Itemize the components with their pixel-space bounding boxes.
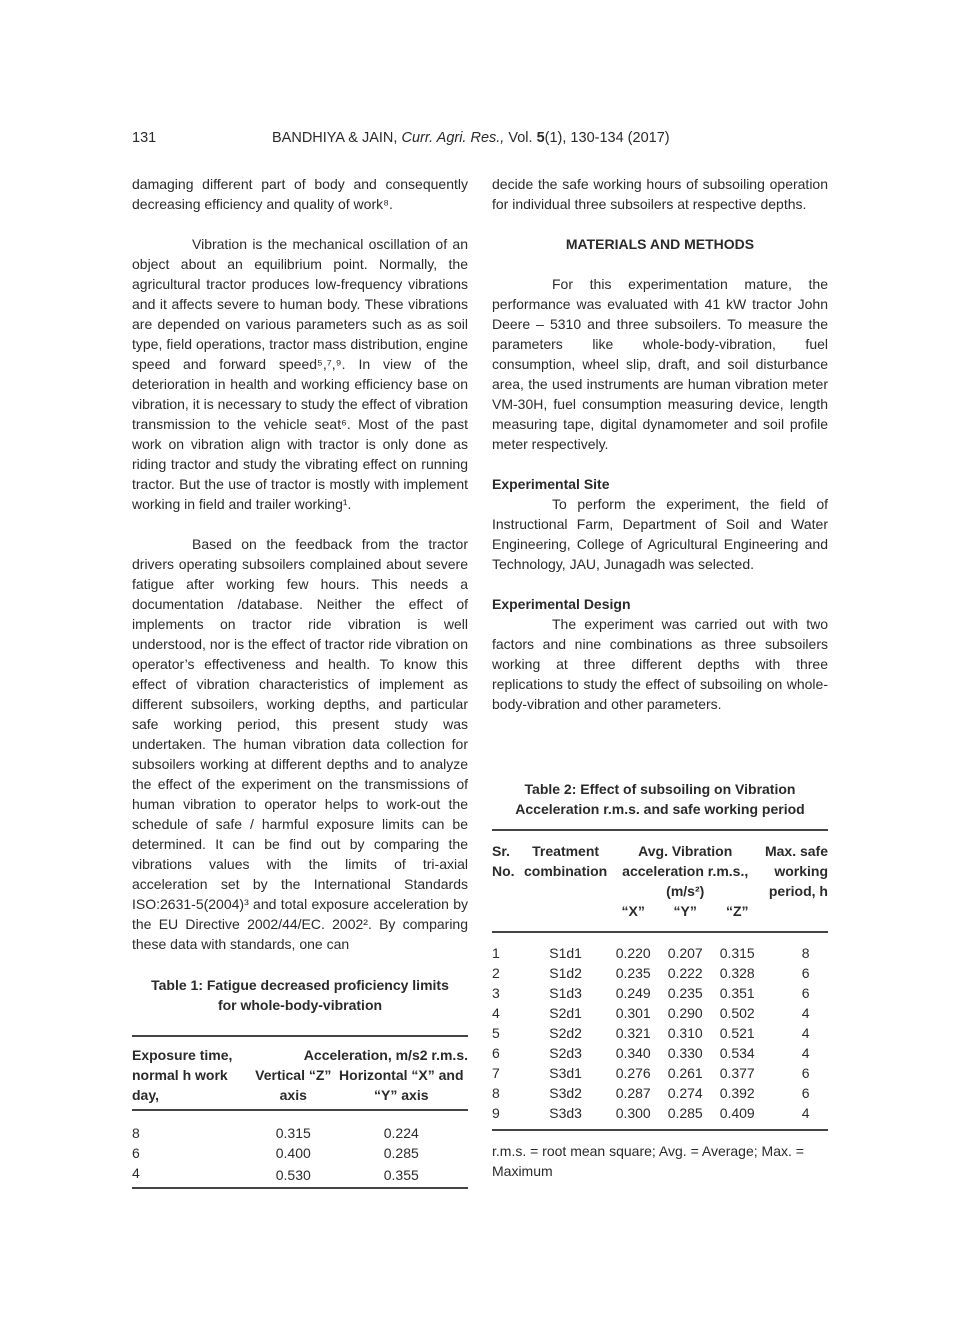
col-header-exposure: Exposure time, normal h work day, (132, 1047, 233, 1103)
cell: 0.534 (719, 1045, 755, 1061)
table-row (492, 963, 828, 983)
cell: 0.392 (719, 1085, 755, 1101)
cell: 0.222 (667, 965, 703, 981)
page-number: 131 (132, 130, 157, 146)
cell: S2d3 (549, 1045, 582, 1061)
paragraph: decide the safe working hours of subsoiling operation for individual three subsoilers at respective depths. (492, 176, 828, 212)
table-row (492, 1103, 828, 1130)
col-header-avg-vibration: Avg. Vibration acceleration r.m.s.,(m/s²) (622, 843, 749, 899)
cell: S1d1 (549, 945, 582, 961)
cell: 0.224 (383, 1125, 419, 1141)
cell: 6 (132, 1145, 140, 1161)
cell: 8 (132, 1125, 140, 1141)
cell: 0.235 (667, 985, 703, 1001)
col-header-horizontal: Horizontal “X” and “Y” axis (339, 1067, 464, 1103)
col-header-sr-no: Sr. No. (492, 843, 515, 879)
cell: 0.285 (667, 1105, 703, 1121)
cell: 0.351 (719, 985, 755, 1001)
table-row (492, 1063, 828, 1083)
header-journal: Curr. Agri. Res., (401, 130, 505, 146)
cell: 0.400 (275, 1145, 311, 1161)
table-row (492, 1003, 828, 1023)
cell: 6 (801, 1085, 810, 1101)
cell: 0.276 (615, 1065, 651, 1081)
right-column (492, 174, 828, 734)
paragraph: damaging different part of body and consequently decreasing efficiency and quality of work⁸. (132, 176, 468, 212)
section-heading: MATERIALS AND METHODS (565, 236, 755, 252)
cell: 0.315 (719, 945, 755, 961)
cell: 7 (492, 1065, 500, 1081)
paragraph: The experiment was carried out with two factors and nine combinations as three subsoilers working at three different depths with three replications to study the effect of subsoiling on whole-body-vibration and other parameters. (492, 616, 828, 712)
table-1-title: Table 1: Fatigue decreased proficiency limits for whole-body-vibration (151, 977, 449, 1013)
table-row (492, 983, 828, 1003)
cell: 6 (492, 1045, 500, 1061)
cell: 6 (801, 965, 810, 981)
paragraph: For this experimentation mature, the performance was evaluated with 41 kW tractor John Deere – 5310 and three subsoilers. To measure the parameters like whole-body-vibration, fuel consumption, wheel slip, draft, and soil disturbance area, the used instruments are human vibration meter VM-30H, fuel consumption measuring device, length measuring tape, digital dynamometer and soil profile meter respectively. (492, 276, 828, 452)
cell: 0.502 (719, 1005, 755, 1021)
cell: 0.310 (667, 1025, 703, 1041)
table-2-title-line-2: Acceleration r.m.s. and safe working period (515, 801, 805, 817)
header-authors: BANDHIYA & JAIN, (272, 130, 398, 146)
cell: 6 (801, 1065, 810, 1081)
cell: S2d1 (549, 1005, 582, 1021)
cell: 0.301 (615, 1005, 651, 1021)
cell: 0.287 (615, 1085, 651, 1101)
running-header (272, 130, 670, 146)
table-row (492, 943, 828, 963)
cell: 9 (492, 1105, 500, 1121)
cell: 0.409 (719, 1105, 755, 1121)
paragraph: Based on the feedback from the tractor drivers operating subsoilers complained about severe fatigue after working few hours. This needs a documentation /database. Neither the effect of implements on tractor ride vibration is well understood, nor is the effect of tractor ride vibration on operator’s effectiveness and health. To know this effect of vibration characteristics of implement as different subsoilers, working depths, and particular safe working period, this present study was undertaken. The human vibration data collection for subsoilers working at different depths and to analyze the effect of the experiment on the transmissions of human vibration to operator helps to work-out the schedule of safe / harmful exposure limits can be determined. It can be find out by comparing the vibrations values with the limits of tri-axial acceleration set by the International Standards ISO:2631-5(2004)³ and total exposure acceleration by the EU Directive 2002/44/EC. 2002². By comparing these data with standards, one can (132, 536, 468, 952)
cell: 0.249 (615, 985, 651, 1001)
col-header-vertical: Vertical “Z” axis (255, 1067, 332, 1103)
cell: 5 (492, 1025, 500, 1041)
cell: 3 (492, 985, 500, 1001)
table-row (492, 1043, 828, 1063)
cell: 0.274 (667, 1085, 703, 1101)
cell: S2d2 (549, 1025, 582, 1041)
cell: S1d3 (549, 985, 582, 1001)
col-header-z: “Z” (725, 903, 749, 919)
col-header-y: “Y” (673, 903, 697, 919)
cell: S3d2 (549, 1085, 582, 1101)
cell: 0.321 (615, 1025, 651, 1041)
cell: 0.521 (719, 1025, 755, 1041)
cell: S1d2 (549, 965, 582, 981)
cell: 0.530 (275, 1167, 311, 1183)
subsection-heading: Experimental Design (492, 596, 631, 612)
cell: 8 (801, 945, 810, 961)
cell: 6 (801, 985, 810, 1001)
table-row (132, 1143, 468, 1163)
cell: S3d1 (549, 1065, 582, 1081)
cell: 0.300 (615, 1105, 651, 1121)
subsection-heading: Experimental Site (492, 476, 610, 492)
cell: 8 (492, 1085, 500, 1101)
cell: 0.261 (667, 1065, 703, 1081)
table-1 (132, 975, 468, 1189)
cell: 0.328 (719, 965, 755, 981)
cell: 4 (132, 1165, 140, 1181)
table-row (492, 1083, 828, 1103)
table-2-footnote: r.m.s. = root mean square; Avg. = Average; Max. = Maximum (492, 1143, 804, 1179)
cell: 4 (801, 1045, 810, 1061)
cell: 1 (492, 945, 500, 961)
col-header-x: “X” (621, 903, 645, 919)
header-issue-pages: (1), 130-134 (2017) (544, 130, 670, 146)
cell: 0.290 (667, 1005, 703, 1021)
table-row (132, 1163, 468, 1188)
cell: 2 (492, 965, 500, 981)
cell: 0.235 (615, 965, 651, 981)
cell: 4 (801, 1025, 810, 1041)
left-column (132, 174, 468, 974)
cell: 0.207 (667, 945, 703, 961)
header-volume-prefix: Vol. (508, 130, 533, 146)
cell: 0.220 (615, 945, 651, 961)
cell: S3d3 (549, 1105, 582, 1121)
header-volume: 5 (536, 130, 545, 146)
cell: 0.340 (615, 1045, 651, 1061)
col-header-treatment: Treatment combination (524, 843, 608, 879)
cell: 4 (801, 1105, 810, 1121)
cell: 4 (492, 1005, 500, 1021)
cell: 0.315 (275, 1125, 311, 1141)
table-row (492, 1023, 828, 1043)
cell: 0.330 (667, 1045, 703, 1061)
cell: 0.355 (383, 1167, 419, 1183)
table-2-title-line-1: Table 2: Effect of subsoiling on Vibration (524, 781, 796, 797)
table-row (132, 1123, 468, 1143)
col-header-acceleration: Acceleration, m/s2 r.m.s. (303, 1047, 468, 1063)
col-header-max-safe: Max. safe working period, h (764, 843, 828, 899)
cell: 0.377 (719, 1065, 755, 1081)
cell: 4 (801, 1005, 810, 1021)
paragraph: To perform the experiment, the field of Instructional Farm, Department of Soil and Water Engineering, College of Agricultural Engineering and Technology, JAU, Junagadh was selected. (492, 496, 828, 572)
table-2 (492, 779, 828, 1181)
paragraph: Vibration is the mechanical oscillation of an object about an equilibrium point. Normally, the agricultural tractor produces low-frequency vibrations and it affects severe to human body. These vibrations are depended on various parameters such as as soil type, field operations, tractor mass distribution, engine speed and forward speed⁵,⁷,⁹. In view of the deterioration in health and working efficiency base on vibration, it is necessary to study the effect of vibration transmission to the vehicle seat⁶. Most of the past work on vibration align with tractor is only done as riding tractor and study the vibrating effect on running tractor. But the use of tractor is mostly with implement working in field and trailer working¹. (132, 236, 468, 512)
cell: 0.285 (383, 1145, 419, 1161)
